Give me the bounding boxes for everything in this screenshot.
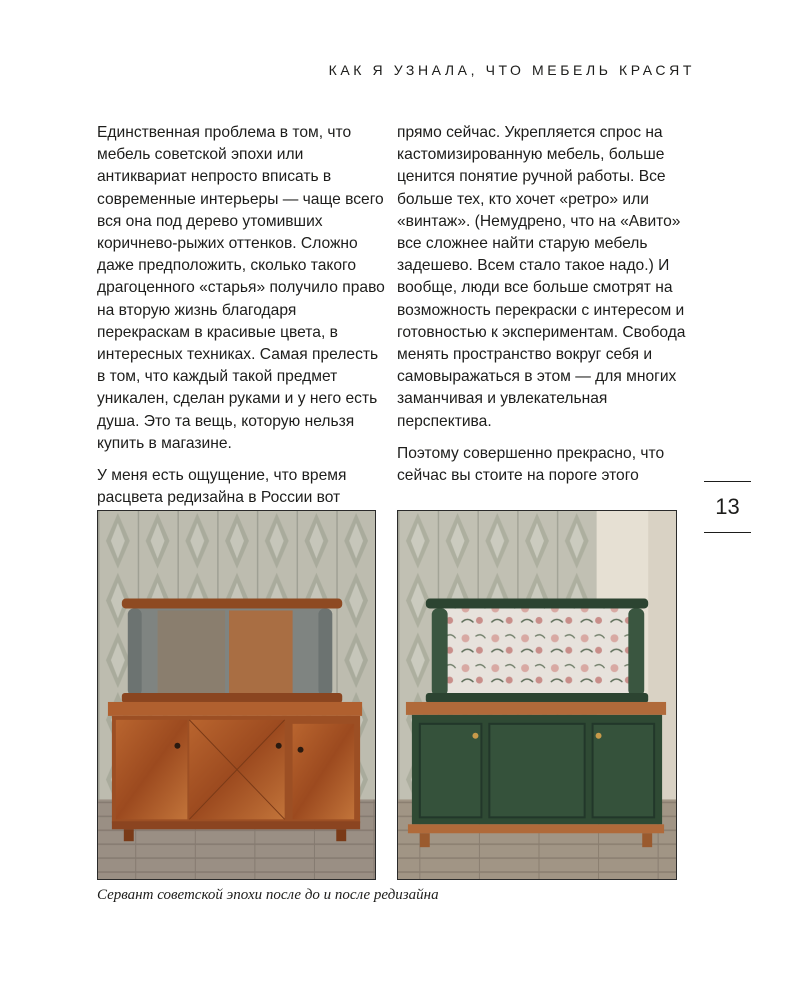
after-redesign-photo xyxy=(397,510,677,880)
right-paragraph-2: Поэтому совершенно прекрасно, что сейчас вы стоите на пороге этого xyxy=(397,444,665,485)
right-paragraph-1: прямо сейчас. Укрепляется спрос на кастомизированную мебель, больше ценится понятие ручной работы. Все больше тех, кто хочет «ретро» или «винтаж». (Немудрено, что на «Авито» все сложнее найти старую мебель задешево. Всем стало такое надо.) И вообще, люди все больше смотрят на возможность перекраски с интересом и готовностью к экспериментам. Свобода менять пространство вокруг себя и самовыражаться в этом — для многих заманчивая и увлекательная перспектива. xyxy=(397,124,686,430)
left-paragraph-2: У меня есть ощущение, что время расцвета редизайна в России вот xyxy=(97,467,347,507)
before-redesign-photo xyxy=(97,510,376,880)
running-header: КАК Я УЗНАЛА, ЧТО МЕБЕЛЬ КРАСЯТ xyxy=(328,62,695,78)
page-number: 13 xyxy=(704,481,751,533)
right-text-column xyxy=(397,122,687,487)
left-text-column xyxy=(97,122,387,509)
left-paragraph-1: Единственная проблема в том, что мебель советской эпохи или антиквариат непросто вписать в современные интерьеры — чаще всего вся она под дерево утомивших коричнево-рыжих оттенков. Сложно даже предположить, сколько такого драгоценного «старья» получило право на вторую жизнь благодаря перекраскам в красивые цвета, в интересных техниках. Самая прелесть в том, что каждый такой предмет уникален, сделан руками и у него есть душа. Это та вещь, которую нельзя купить в магазине. xyxy=(97,124,385,452)
figure-caption: Сервант советской эпохи после до и после редизайна xyxy=(97,887,439,903)
